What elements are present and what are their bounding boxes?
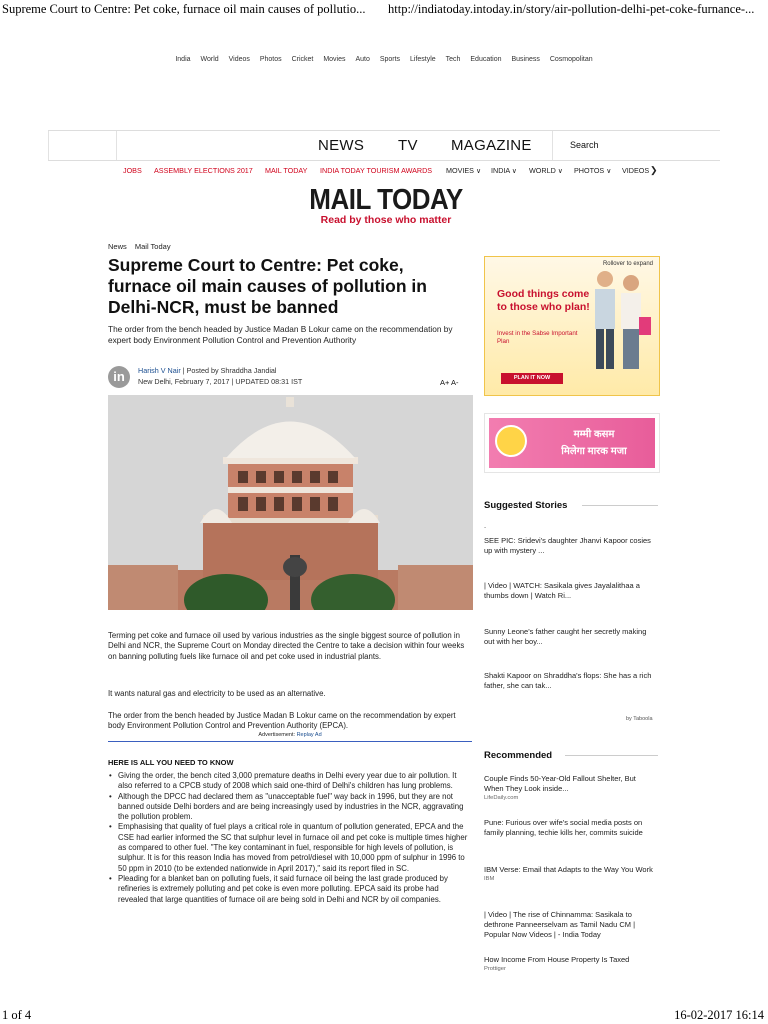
top-nav-tech[interactable]: Tech	[445, 56, 461, 63]
chevron-right-icon[interactable]: ❯	[650, 165, 658, 175]
article-paragraph-2: It wants natural gas and electricity to be used as an alternative.	[108, 689, 326, 698]
nav-blank-cell	[48, 131, 117, 160]
top-nav-movies[interactable]: Movies	[323, 56, 346, 63]
article-paragraph-1: Terming pet coke and furnace oil used by various industries as the single biggest source of pollution in Delhi and NCR, the Supreme Court on Monday directed the Centre to take a decision within four weeks on banning polluting fuels like furnace oil and pet coke used in industrial plants.	[108, 631, 465, 661]
recommended-item-text: Pune: Furious over wife's social media posts on family planning, techie kills her, commits suicide	[484, 818, 643, 837]
top-nav-photos[interactable]: Photos	[259, 56, 282, 63]
subnav-mailtoday[interactable]: MAIL TODAY	[265, 166, 308, 175]
nav-blank-cell-2	[116, 131, 185, 160]
top-nav-business[interactable]: Business	[511, 56, 540, 63]
supreme-court-photo	[108, 395, 473, 610]
suggested-stories-heading: Suggested Stories	[484, 500, 568, 511]
list-item: • Giving the order, the bench cited 3,000 premature deaths in Delhi every year due to air pollution. It also referred to a CPCB study of 2008 which said one-third of Delhi's children has lung problems.	[108, 771, 470, 792]
supreme-court-illustration	[108, 395, 473, 610]
font-size-controls[interactable]: A+ A-	[440, 378, 459, 387]
subnav-elections[interactable]: ASSEMBLY ELECTIONS 2017	[154, 166, 253, 175]
nav-tv[interactable]: TV	[398, 137, 418, 154]
section-heading: HERE IS ALL YOU NEED TO KNOW	[108, 758, 234, 767]
breadcrumb-mail-today[interactable]: Mail Today	[134, 242, 171, 251]
posted-by: | Posted by Shraddha Jandial	[180, 366, 277, 375]
recommended-item-text: How Income From House Property Is Taxed	[484, 955, 630, 964]
recommended-item-2[interactable]	[484, 818, 656, 838]
print-footer	[0, 1008, 768, 1024]
author-link[interactable]: Harish V Nair	[138, 366, 181, 375]
recommended-item-3[interactable]	[484, 865, 656, 883]
breadcrumb	[108, 242, 177, 251]
recommended-item-4[interactable]	[484, 910, 656, 940]
hindi-ad-line-2: मिलेगा मारक मजा	[561, 446, 627, 457]
advertisement-label	[108, 732, 472, 742]
top-nav-india[interactable]: India	[175, 56, 191, 63]
plan-it-now-button[interactable]: PLAN IT NOW	[501, 373, 563, 384]
print-page-url: http://indiatoday.intoday.in/story/air-pollution-delhi-pet-coke-furnance-...	[388, 2, 755, 16]
article-paragraph-3: The order from the bench headed by Justice Madan B Lokur came on the recommendation by expert body Environment Pollution Control and Prevention Authority (EPCA).	[108, 711, 456, 731]
hindi-ad[interactable]	[484, 413, 660, 473]
nav-magazine[interactable]: MAGAZINE	[451, 137, 532, 154]
suggested-story-3[interactable]: Sunny Leone's father caught her secretly making out with her boy...	[484, 627, 647, 646]
couple-illustration	[583, 267, 655, 377]
list-item: • Emphasising that quality of fuel plays a critical role in quantum of pollution generated, EPCA and the CSE had earlier informed the SC that sulphur level in furnace oil and pet coke is multiple times higher as compared to other fuel. "The key contaminant in fuel, responsible for high levels of pollution, is sulphur. It is for this reason India has moved from petrol/diesel with 10,000 ppm of sulphur in 1996 to 50 ppm in 2010 (to be extended nationwide in April 2017)," said its report filed in SC.	[108, 822, 470, 873]
subnav-tourism[interactable]: INDIA TODAY TOURISM AWARDS	[320, 166, 433, 175]
suggested-story-1[interactable]: SEE PIC: Sridevi's daughter Jhanvi Kapoor cosies up with mystery ...	[484, 536, 651, 555]
hindi-ad-line-1: मम्मी कसम	[573, 429, 615, 440]
sub-nav	[120, 166, 660, 178]
article-summary: The order from the bench headed by Justice Madan B Lokur came on the recommendation by expert body Environment Pollution Control and Prevention Authority	[108, 324, 453, 345]
top-nav-cosmopolitan[interactable]: Cosmopolitan	[549, 56, 593, 63]
hindi-ad-banner	[489, 418, 655, 468]
subnav-india[interactable]: INDIA ∨	[491, 166, 518, 175]
logo-tagline: Read by those who matter	[320, 214, 452, 226]
top-nav-world[interactable]: World	[200, 56, 219, 63]
recommended-item-source: IBM	[484, 876, 495, 882]
page-number: 1 of 4	[2, 1008, 32, 1022]
recommended-item-text: | Video | The rise of Chinnamma: Sasikala to dethrone Panneerselvam as Tamil Nadu CM | Popular Now Videos | - India Today	[484, 910, 636, 939]
list-item: • Although the DPCC had declared them as "unacceptable fuel" way back in 1996, but they are not banned outside Delhi borders and are being increasingly used by industries in the NCR, aggravating the pollution problem.	[108, 792, 470, 823]
ad-subtext: Invest in the Sabse Important Plan	[497, 330, 578, 345]
key-points-list	[108, 771, 470, 905]
dateline: New Delhi, February 7, 2017 | UPDATED 08:31 IST	[138, 377, 303, 386]
suggested-story-2[interactable]: | Video | WATCH: Sasikala gives Jayalalithaa a thumbs down | Watch Ri...	[484, 581, 640, 600]
search-input[interactable]: Search	[570, 140, 599, 150]
subnav-world[interactable]: WORLD ∨	[529, 166, 564, 175]
print-page-title: Supreme Court to Centre: Pet coke, furnace oil main causes of pollutio...	[2, 2, 366, 16]
top-nav-lifestyle[interactable]: Lifestyle	[410, 56, 436, 63]
taboola-credit[interactable]: by Taboola	[626, 716, 653, 722]
recommended-item-source: LifeDaily.com	[484, 795, 519, 801]
ad-headline: Good things come to those who plan!	[497, 288, 590, 313]
top-nav	[0, 56, 768, 63]
recommended-item-1[interactable]	[484, 774, 656, 802]
recommended-item-5[interactable]	[484, 955, 656, 973]
advertisement-text: Advertisement:	[258, 732, 297, 738]
top-nav-videos[interactable]: Videos	[228, 56, 250, 63]
subnav-photos[interactable]: PHOTOS ∨	[574, 166, 612, 175]
subnav-movies[interactable]: MOVIES ∨	[446, 166, 482, 175]
nav-news[interactable]: NEWS	[318, 137, 365, 154]
recommended-item-text: Couple Finds 50-Year-Old Fallout Shelter, But When They Look inside...	[484, 774, 636, 793]
article-headline: Supreme Court to Centre: Pet coke, furnace oil main causes of pollution in Delhi-NCR, must be banned	[108, 255, 427, 317]
print-header	[0, 0, 768, 18]
recommended-item-source: Prottiger	[484, 966, 506, 972]
suggested-story-4[interactable]: Shakti Kapoor on Shraddha's flops: She has a rich father, she can tak...	[484, 671, 652, 690]
top-nav-education[interactable]: Education	[470, 56, 502, 63]
divider	[582, 505, 658, 506]
mail-today-logo[interactable]: MAIL TODAY	[309, 182, 463, 216]
avatar: in	[108, 366, 130, 388]
suggested-dot: .	[484, 521, 487, 530]
main-nav	[48, 130, 720, 161]
top-nav-sports[interactable]: Sports	[379, 56, 401, 63]
insurance-ad[interactable]	[484, 256, 660, 396]
byline	[138, 366, 277, 375]
print-date: 16-02-2017 16:14	[674, 1008, 764, 1022]
replay-ad-link[interactable]: Replay Ad	[296, 732, 322, 738]
recommended-heading: Recommended	[484, 750, 553, 761]
list-item: • Pleading for a blanket ban on polluting fuels, it said furnace oil being the last grade produced by refineries is extremely polluting and pet coke is even more polluting. EPCA said its probe had revealed that large quantities of furnace oil are being sold in Delhi and NCR by oil companies.	[108, 874, 470, 905]
subnav-videos[interactable]: VIDEOS	[622, 166, 650, 175]
breadcrumb-news[interactable]: News	[108, 242, 127, 251]
rollover-label: Rollover to expand	[602, 261, 653, 267]
divider	[565, 755, 658, 756]
top-nav-cricket[interactable]: Cricket	[291, 56, 314, 63]
ad-logo-badge-icon	[495, 425, 527, 457]
top-nav-auto[interactable]: Auto	[355, 56, 370, 63]
subnav-jobs[interactable]: JOBS	[123, 166, 142, 175]
recommended-item-text: IBM Verse: Email that Adapts to the Way You Work	[484, 865, 653, 874]
